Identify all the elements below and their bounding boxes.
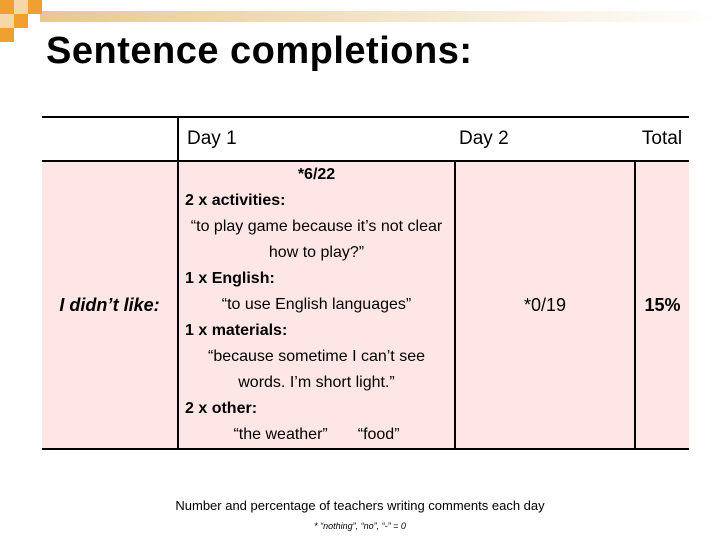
activities-label: 2 x activities: — [185, 192, 286, 209]
total-cell: 15% — [635, 161, 689, 449]
activities-quote: “to play game because it’s not clear how to play?” — [190, 218, 443, 261]
footnote: * “nothing”, “no”, “-” = 0 — [314, 521, 406, 531]
table-header-row — [42, 117, 689, 161]
other-quote-food: “food” — [357, 426, 400, 443]
header-day1: Day 1 — [178, 117, 455, 161]
header-total: Total — [635, 117, 689, 161]
day2-cell: *0/19 — [455, 161, 635, 449]
materials-quote: “because sometime I can’t see words. I’m short light.” — [208, 348, 425, 391]
other-quote-weather: “the weather” — [233, 426, 328, 443]
header-day2: Day 2 — [455, 117, 635, 161]
table-row — [42, 161, 689, 449]
materials-label: 1 x materials: — [185, 322, 288, 339]
english-label: 1 x English: — [185, 270, 275, 287]
english-quote: “to use English languages” — [221, 296, 412, 313]
other-quotes — [185, 422, 448, 448]
table-caption: Number and percentage of teachers writing comments each day — [175, 498, 545, 513]
row-label: I didn’t like: — [42, 161, 178, 449]
day1-cell — [178, 161, 455, 449]
other-label: 2 x other: — [185, 400, 258, 417]
header-empty — [42, 117, 178, 161]
day1-count: *6/22 — [297, 166, 336, 183]
completions-table — [42, 116, 689, 450]
slide-title: Sentence completions: — [46, 30, 473, 72]
